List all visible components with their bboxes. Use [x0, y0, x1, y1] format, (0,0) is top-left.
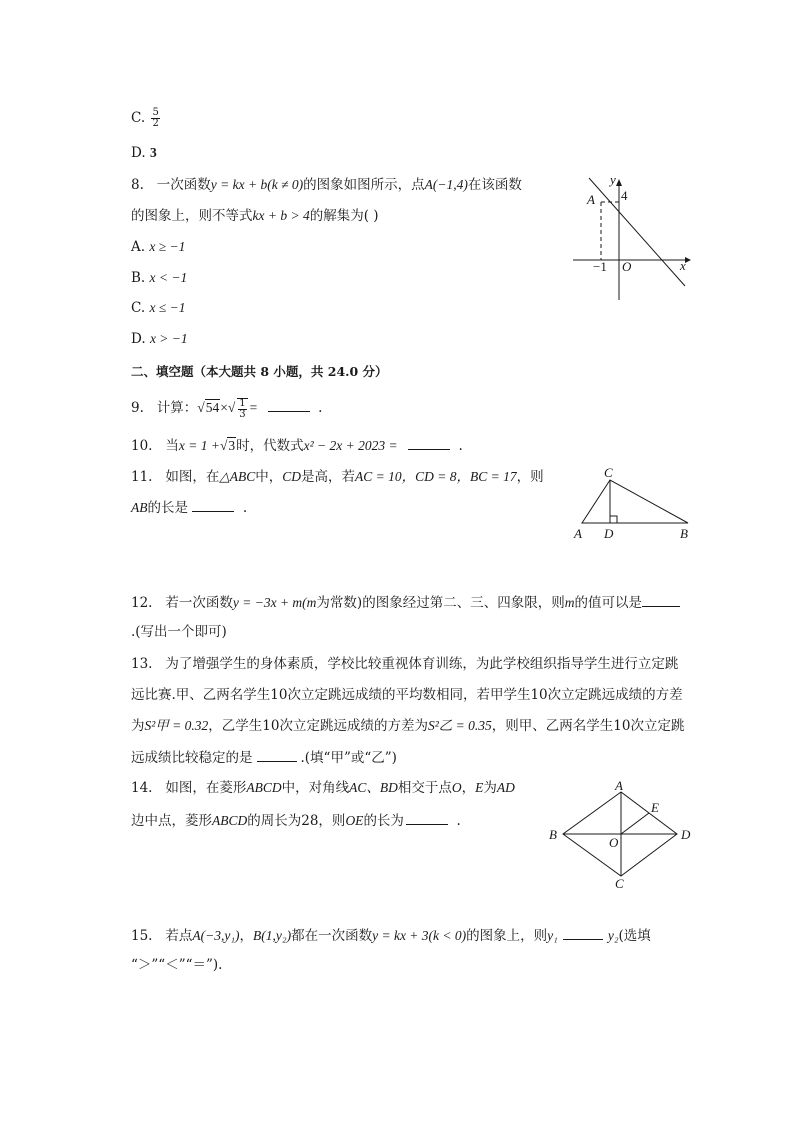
option-label: D.	[131, 145, 146, 161]
option-label: D.	[131, 331, 146, 347]
text: ，	[461, 780, 476, 796]
text: 为	[131, 718, 145, 734]
point-e-label: E	[651, 800, 659, 815]
text: 的长是	[147, 500, 188, 516]
text: ，则	[516, 469, 544, 485]
text: 的图象如图所示，点	[303, 177, 425, 193]
text: 一次函数	[156, 177, 211, 193]
q9: 9. 计算：√54×√ $\frac{1}{3}$ = .	[131, 397, 323, 420]
answer-blank[interactable]	[268, 397, 310, 412]
q11-line2	[131, 497, 247, 518]
q8-option-a	[131, 237, 185, 257]
tick-four: 4	[621, 188, 628, 203]
question-number: 12.	[131, 595, 153, 611]
question-number: 14.	[131, 780, 153, 796]
math: ABCD	[212, 813, 248, 828]
vertex-a-label: A	[574, 526, 582, 541]
math: E	[475, 780, 484, 795]
answer-blank[interactable]	[408, 435, 450, 450]
q11-triangle-figure	[570, 468, 700, 543]
point-a-label: A	[587, 192, 595, 207]
vertex-b-label: B	[680, 526, 688, 541]
text: 若一次函数	[165, 595, 233, 611]
q15-line2	[131, 955, 222, 975]
numerator: 1	[239, 397, 246, 409]
text: 在该函数	[467, 177, 522, 193]
text: 若点	[165, 928, 193, 944]
denominator: 2	[152, 118, 159, 129]
tick-neg-one: −1	[593, 259, 607, 274]
section-title: 二、填空题（本大题共 8 小题，共 24.0 分）	[131, 364, 388, 379]
math: x = 1 +	[178, 438, 220, 453]
math: △ABC	[219, 469, 256, 484]
math: S²甲 = 0.32	[144, 718, 209, 733]
math: AB	[131, 500, 148, 515]
text: 为了增强学生的身体素质，学校比较重视体育训练，为此学校组织指导学生进行立定跳	[165, 656, 679, 672]
math: AC = 10，CD = 8，BC = 17	[355, 469, 517, 484]
text: 的值可以是	[574, 595, 642, 611]
math: ABCD	[246, 780, 282, 795]
text: 是高，若	[301, 469, 356, 485]
q8-option-b	[131, 268, 187, 288]
radicand: 3	[228, 438, 236, 453]
q12-line1	[131, 592, 680, 613]
q14-line2	[131, 810, 461, 831]
q13-line1	[131, 654, 678, 674]
math: y₁	[547, 928, 558, 943]
period: .	[458, 438, 463, 454]
question-number: 15.	[131, 928, 153, 944]
option-text: x > −1	[149, 331, 188, 346]
math: A(−1,4)	[424, 177, 468, 192]
vertex-c-label: C	[604, 468, 613, 480]
math: CD	[282, 469, 302, 484]
text: 的长为	[363, 813, 404, 829]
y-arrow	[616, 179, 622, 186]
fraction	[151, 108, 159, 129]
option-value: 3	[149, 145, 157, 160]
math: x² − 2x + 2023 =	[303, 438, 398, 453]
q8-line2	[131, 206, 379, 226]
segment-oe	[621, 813, 649, 834]
text: 边中点，菱形	[131, 813, 212, 829]
text: 相交于点	[397, 780, 452, 796]
answer-blank[interactable]	[192, 497, 234, 512]
vertex-b-label: B	[549, 827, 557, 842]
math: m	[564, 595, 575, 610]
text: “＞”“＜”“＝”).	[131, 957, 223, 973]
text: 中，	[255, 469, 283, 485]
vertex-d-label: D	[681, 827, 691, 842]
option-label: C.	[131, 110, 146, 126]
q11-line1	[131, 467, 544, 487]
text: 中，对角线	[281, 780, 350, 796]
math: y = kx + b(k ≠ 0)	[210, 177, 304, 192]
radicand: 54	[205, 400, 220, 415]
q8-line1	[131, 175, 522, 195]
text: .(填“甲”或“乙”)	[300, 750, 397, 766]
text: 的图象上，则不等式	[131, 208, 253, 224]
option-label: B.	[131, 270, 146, 286]
text: 远成绩比较稳定的是	[131, 750, 253, 766]
q15-line1	[131, 925, 651, 946]
text: 远比赛.甲、乙两名学生10次立定跳远成绩的平均数相同，若甲学生10次立定跳远成绩的方差	[131, 687, 683, 703]
period: .	[318, 400, 323, 416]
text: 如图，在菱形	[165, 780, 247, 796]
option-text: x ≤ −1	[149, 300, 186, 315]
q13-line2	[131, 685, 683, 705]
x-arrow	[685, 257, 691, 263]
text: .(写出一个即可)	[131, 624, 227, 640]
text: 计算：	[156, 400, 198, 416]
text: 的图象上，则	[466, 928, 548, 944]
question-number: 8.	[131, 177, 144, 193]
triangle-abc	[582, 480, 688, 523]
x-axis-label: x	[680, 258, 686, 273]
text: 为常数)的图象经过第二、三、四象限，则	[316, 595, 565, 611]
vertex-c-label: C	[615, 876, 624, 890]
math: y = −3x + m(m	[232, 595, 317, 610]
q10: 10. 当x = 1 +√3时，代数式x² − 2x + 2023 = .	[131, 435, 463, 456]
answer-blank[interactable]	[642, 592, 680, 607]
answer-blank[interactable]	[257, 747, 297, 762]
q14-rhombus-figure	[545, 780, 705, 890]
q13-line4	[131, 747, 397, 768]
origin-label: O	[622, 259, 632, 274]
math: OE	[345, 813, 364, 828]
text: 的周长为28，则	[247, 813, 346, 829]
math: B(1,y₂)	[253, 928, 292, 943]
text: 的解集为( )	[309, 208, 379, 224]
text: 如图，在	[165, 469, 220, 485]
option-text: x ≥ −1	[149, 239, 186, 254]
numerator: 5	[152, 107, 159, 118]
times-sign: ×	[220, 400, 228, 415]
period: .	[456, 813, 461, 829]
period: .	[242, 500, 248, 516]
denominator: 3	[239, 408, 246, 420]
option-label: A.	[131, 239, 146, 255]
point-o-label: O	[609, 835, 619, 850]
math: kx + b > 4	[252, 208, 310, 223]
option-label: C.	[131, 300, 146, 316]
math: y = kx + 3(k < 0)	[372, 928, 467, 943]
option-text: x < −1	[149, 270, 188, 285]
y-axis-label: y	[610, 172, 616, 187]
text: 都在一次函数	[291, 928, 373, 944]
equals: =	[249, 400, 258, 415]
text: ，乙学生10次立定跳远成绩的方差为	[208, 718, 428, 734]
q8-option-d	[131, 329, 188, 349]
text: 时，代数式	[236, 438, 304, 454]
point-d-label: D	[604, 526, 614, 541]
question-number: 11.	[131, 469, 153, 485]
option-c-prev	[131, 108, 162, 129]
answer-blank[interactable]	[406, 810, 448, 825]
math: O	[451, 780, 462, 795]
option-d-prev	[131, 143, 157, 163]
q8-option-c	[131, 298, 185, 318]
math: AC、BD	[349, 780, 398, 795]
math: AD	[496, 780, 515, 795]
question-number: 9.	[131, 400, 144, 416]
text: ，则甲、乙两名学生10次立定跳	[491, 718, 685, 734]
math: y₂	[607, 928, 619, 943]
question-number: 10.	[131, 438, 153, 454]
q8-graph-figure	[565, 172, 695, 307]
text: (选填	[618, 928, 651, 944]
vertex-a-label: A	[615, 780, 623, 793]
text: 当	[165, 438, 179, 454]
q14-line1	[131, 778, 515, 798]
right-angle-mark	[610, 516, 617, 523]
math: A(−3,y₁)	[192, 928, 240, 943]
text: ，	[239, 928, 254, 944]
fraction	[237, 398, 247, 420]
q13-line3	[131, 716, 684, 736]
question-number: 13.	[131, 656, 153, 672]
math: S²乙 = 0.35	[427, 718, 492, 733]
text: 为	[483, 780, 497, 796]
q12-line2	[131, 622, 227, 642]
answer-blank[interactable]	[563, 925, 603, 940]
